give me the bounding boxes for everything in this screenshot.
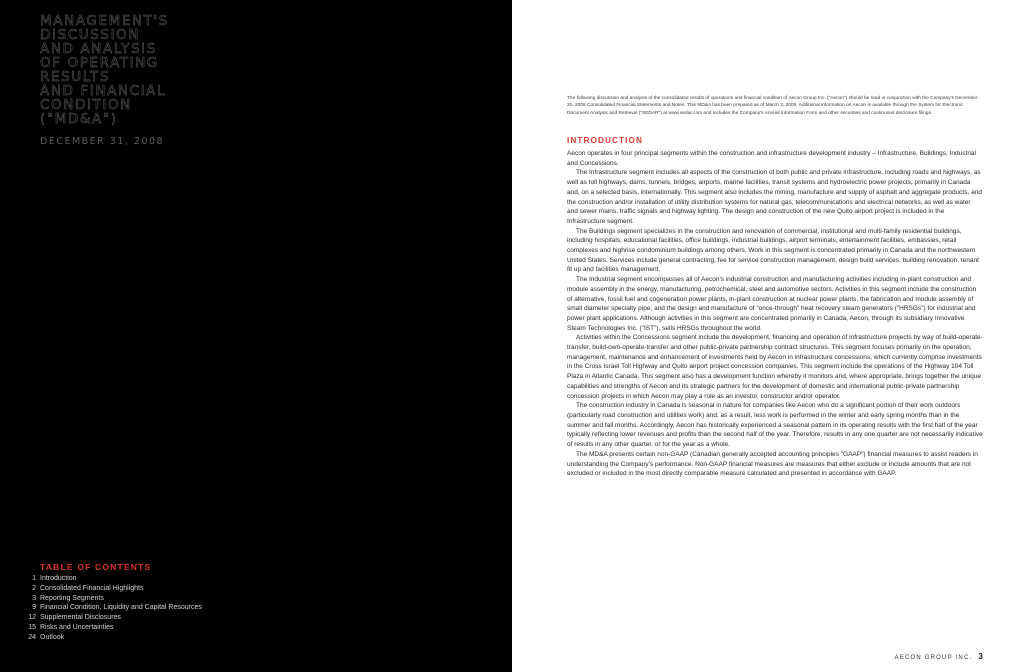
title-line: MANAGEMENT'S <box>40 13 169 29</box>
toc-item-introduction[interactable] <box>24 574 324 584</box>
body-paragraph: The Industrial segment encompasses all of Aecon's industrial construction and manufacturing activities including in-plant construction and module assembly in the energy, manufacturing, petrochemical, steel and automotive sectors. Activities in this segment include the construction of alternative, fossil fuel and cogeneration power plants, in-plant construction at nuclear power plants, the fabrication and module assembly of small diameter specialty pipe, and the design and manufacture of "once-through" heat recovery steam generators ("HRSGs") for industrial and power plant applications. Although activities in this segment are concentrated primarily in Canada, Aecon, through its subsidiary Innovative Steam Technologies Inc. ("IST"), sells HRSGs throughout the world. <box>567 276 977 332</box>
toc-label: Introduction <box>40 575 77 582</box>
toc-label: Outlook <box>40 633 65 641</box>
toc-page-number: 2 <box>32 584 36 592</box>
toc-page-number: 15 <box>28 623 36 631</box>
body-paragraph: The Buildings segment specializes in the construction and renovation of commercial, institutional and multi-family residential buildings, including hospitals, educational facilities, office buildings, industrial buildings, airport terminals, entertainment facilities, embassies, retail complexes and highrise condominium buildings among others. Work in this segment is concentrated primarily in Canada and the northwestern United States. Services include general contracting, fee for service construction management, design build services, building renovation, tenant fit up and facilities management. <box>567 227 979 274</box>
toc-page-number: 1 <box>32 575 36 582</box>
table-of-contents <box>24 562 324 643</box>
document-date: DECEMBER 31, 2008 <box>40 136 165 147</box>
body-paragraph: The Infrastructure segment includes all aspects of the construction of both public and private infrastructure, including roads and highways, as well as toll highways, dams, tunnels, bridges, airports, marine facilities, transit systems and hydroelectric power projects, primarily in Canada and, on a selected basis, internationally. This segment also includes the mining, manufacture and supply of asphalt and aggregate products, and the construction and/or installation of utility distribution systems for natural gas, telecommunications and electrical networks, as well as water and sewer mains, traffic signals and highway lighting. The design and construction of the new Quito airport project is included in the Infrastructure segment. <box>567 169 982 225</box>
page-number: 3 <box>978 652 984 661</box>
document-title <box>40 14 240 126</box>
body-paragraph: The MD&A presents certain non-GAAP (Canadian generally accepted accounting principles "GAAP") financial measures to assist readers in understanding the Company's performance. Non-GAAP financial measures are measures that either exclude or include amounts that are not excluded or included in the most directly comparable measure calculated and presented in accordance with GAAP. <box>567 450 978 478</box>
toc-item-reporting-segments[interactable] <box>24 594 324 604</box>
body-paragraph: Aecon operates in four principal segments within the construction and infrastructure development industry – Infrastructure, Buildings, Industrial and Concessions. <box>567 150 976 167</box>
title-line: CONDITION <box>40 97 132 113</box>
body-paragraph: Activities within the Concessions segment include the development, financing and operation of infrastructure projects by way of build-operate-transfer, build-own-operate-transfer and other public-private partnership contract structures. This segment focuses primarily on the operation, management, maintenance and enhancement of investments held by Aecon in infrastructure concessions, which currently comprise investments in the Cross Israel Toll Highway and Quito airport project concession companies. This segment include the operations of the Highway 104 Toll Plaza in Atlantic Canada. This segment also has a development function whereby it monitors and, where appropriate, brings together the unique capabilities and strengths of Aecon and its strategic partners for the development of domestic and international public-private partnership concession projects in which Aecon may play a role as an investor, constructor and/or operator. <box>567 334 983 400</box>
title-line: RESULTS <box>40 69 111 85</box>
title-line: AND FINANCIAL <box>40 83 167 99</box>
intro-lead-paragraph: The following discussion and analysis of the consolidated results of operations and financial condition of Aecon Group Inc. ("Aecon") should be read in conjunction with the Company's December 31, 2008 Consolidated Financial Statements and Notes. This MD&A has been prepared as of March 3, 2009. Additional information on Aecon is available through the System for Electronic Document Analysis and Retrieval ("SEDAR") at www.sedar.com and includes the Company's Annual Information Form and other securities and continuous disclosure filings. <box>567 96 978 116</box>
toc-label: Consolidated Financial Highlights <box>40 584 144 592</box>
page-footer <box>895 652 984 661</box>
toc-item-financial-condition[interactable] <box>24 603 324 613</box>
title-line: OF OPERATING <box>40 55 159 71</box>
toc-label: Financial Condition, Liquidity and Capital Resources <box>40 604 202 612</box>
introduction-body <box>567 149 983 479</box>
toc-page-number: 24 <box>28 633 36 641</box>
toc-item-supplemental-disclosures[interactable] <box>24 613 324 623</box>
title-line: AND ANALYSIS <box>40 41 157 57</box>
section-heading-introduction: INTRODUCTION <box>567 136 643 145</box>
footer-company-name: AECON GROUP INC. <box>894 655 973 661</box>
toc-label: Reporting Segments <box>40 594 104 602</box>
toc-list <box>24 574 324 643</box>
toc-item-risks[interactable] <box>24 623 324 633</box>
body-paragraph: The construction industry in Canada is seasonal in nature for companies like Aecon who do a significant portion of their work outdoors (particularly road construction and utilities work) and, as a result, less work is performed in the winter and early spring months than in the summer and fall months. Accordingly, Aecon has historically experienced a seasonal pattern in its operating results with the first half of the year typically reflecting lower revenues and profits than the second half of the year. Therefore, results in any one quarter are not necessarily indicative of results in any other quarter, or for the year as a whole. <box>567 402 983 449</box>
toc-item-financial-highlights[interactable] <box>24 584 324 594</box>
toc-page-number: 9 <box>32 604 36 612</box>
toc-label: Supplemental Disclosures <box>40 614 121 622</box>
toc-item-outlook[interactable] <box>24 633 324 643</box>
title-line: ("MD&A") <box>40 111 118 127</box>
toc-page-number: 12 <box>28 614 36 622</box>
title-line: DISCUSSION <box>40 27 141 43</box>
toc-heading: TABLE OF CONTENTS <box>40 562 152 572</box>
toc-page-number: 3 <box>32 594 36 602</box>
toc-label: Risks and Uncertainties <box>40 623 114 631</box>
